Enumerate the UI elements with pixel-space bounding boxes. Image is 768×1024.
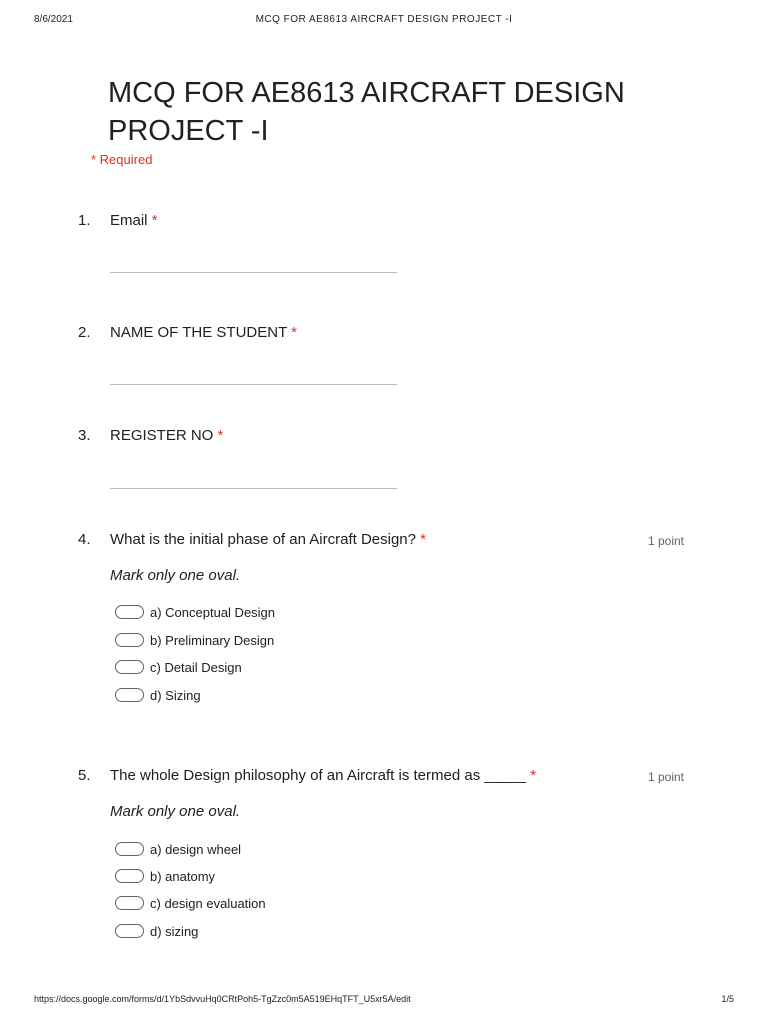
question-3-label: REGISTER NO bbox=[110, 427, 214, 444]
radio-oval-icon[interactable] bbox=[115, 924, 144, 938]
question-4-instruction: Mark only one oval. bbox=[110, 567, 241, 584]
question-4-option-c[interactable] bbox=[115, 658, 242, 676]
option-label: a) design wheel bbox=[150, 841, 242, 857]
question-3-text bbox=[110, 427, 223, 444]
question-5-points: 1 point bbox=[647, 770, 684, 784]
print-date: 8/6/2021 bbox=[34, 14, 73, 25]
radio-oval-icon[interactable] bbox=[115, 869, 144, 883]
option-label: b) anatomy bbox=[150, 868, 216, 884]
print-url: https://docs.google.com/forms/d/1YbSdvvuHq0CRtPoh5-TgZzc0m5A519EHqTFT_U5xr5A/edit bbox=[34, 994, 411, 1004]
question-5-option-a[interactable] bbox=[115, 840, 241, 858]
question-1-required-mark: * bbox=[151, 212, 158, 229]
question-5-option-d[interactable] bbox=[115, 922, 198, 940]
question-4-number: 4. bbox=[78, 531, 91, 548]
option-label: c) Detail Design bbox=[150, 659, 242, 675]
question-2-label: NAME OF THE STUDENT bbox=[110, 324, 287, 341]
question-4-option-b[interactable] bbox=[115, 631, 274, 649]
question-4-text bbox=[110, 531, 426, 548]
print-doc-title: MCQ FOR AE8613 AIRCRAFT DESIGN PROJECT -I bbox=[255, 14, 513, 25]
radio-oval-icon[interactable] bbox=[115, 688, 144, 702]
question-2-number: 2. bbox=[78, 324, 91, 341]
radio-oval-icon[interactable] bbox=[115, 896, 144, 910]
question-4-option-a[interactable] bbox=[115, 603, 275, 621]
question-5-label: The whole Design philosophy of an Aircraft is termed as _____ bbox=[110, 767, 527, 784]
question-5-option-b[interactable] bbox=[115, 867, 215, 885]
question-1-number: 1. bbox=[78, 212, 91, 229]
question-1-text bbox=[110, 212, 158, 229]
question-2-required-mark: * bbox=[291, 324, 297, 341]
student-name-field[interactable] bbox=[110, 384, 397, 385]
page-header bbox=[0, 14, 768, 30]
required-note: * Required bbox=[91, 152, 153, 167]
question-4-label: What is the initial phase of an Aircraft Design? bbox=[110, 531, 416, 548]
email-field[interactable] bbox=[110, 272, 397, 273]
page-number: 1/5 bbox=[721, 994, 734, 1004]
question-4-required-mark: * bbox=[420, 531, 427, 548]
question-5-number: 5. bbox=[78, 767, 91, 784]
question-5-text bbox=[110, 767, 536, 784]
option-label: c) design evaluation bbox=[150, 895, 266, 911]
radio-oval-icon[interactable] bbox=[115, 842, 144, 856]
question-3-number: 3. bbox=[78, 427, 91, 444]
question-5-option-c[interactable] bbox=[115, 894, 266, 912]
question-4-option-d[interactable] bbox=[115, 686, 201, 704]
question-2-text bbox=[110, 324, 297, 341]
radio-oval-icon[interactable] bbox=[115, 660, 144, 674]
question-3-required-mark: * bbox=[217, 427, 224, 444]
radio-oval-icon[interactable] bbox=[115, 605, 144, 619]
option-label: d) Sizing bbox=[150, 687, 201, 703]
question-5-required-mark: * bbox=[530, 767, 537, 784]
option-label: a) Conceptual Design bbox=[150, 604, 276, 620]
form-title: MCQ FOR AE8613 AIRCRAFT DESIGN PROJECT -I bbox=[108, 77, 625, 147]
option-label: d) sizing bbox=[150, 923, 199, 939]
radio-oval-icon[interactable] bbox=[115, 633, 144, 647]
question-1-label: Email bbox=[110, 212, 148, 229]
page-footer bbox=[0, 994, 768, 1008]
question-5-instruction: Mark only one oval. bbox=[110, 803, 241, 820]
question-4-points: 1 point bbox=[647, 534, 684, 548]
option-label: b) Preliminary Design bbox=[150, 632, 275, 648]
register-no-field[interactable] bbox=[110, 488, 397, 489]
